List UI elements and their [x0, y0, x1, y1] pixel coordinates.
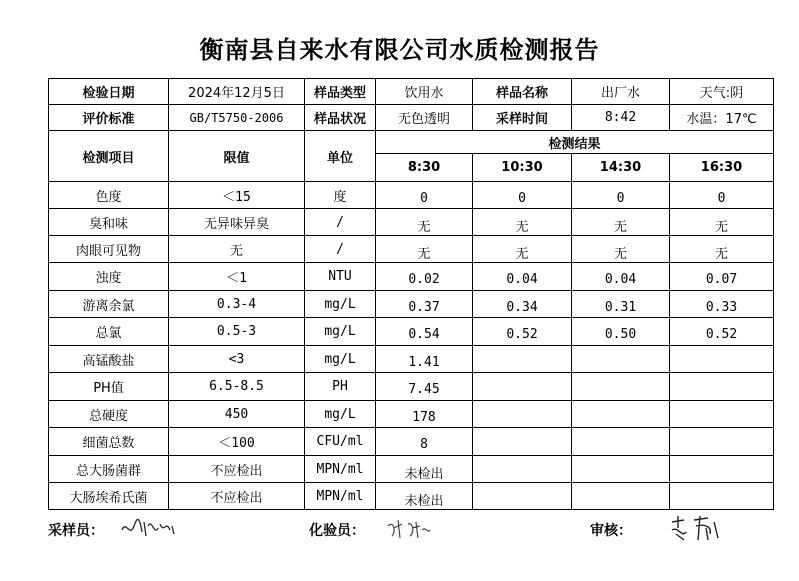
time-header: 8:30: [376, 154, 473, 182]
limit-value: 不应检出: [169, 483, 305, 510]
table-row: [49, 401, 774, 428]
result-cell: [670, 346, 774, 373]
unit-value: CFU/ml: [305, 428, 376, 456]
result-cell: 1.41: [376, 346, 473, 373]
water-temp: 水温：17℃: [670, 105, 774, 131]
result-cell: 0.50: [572, 318, 670, 346]
sampler-signature: [118, 512, 178, 544]
item-name: 高锰酸盐: [49, 346, 169, 373]
result-cell: [473, 428, 572, 456]
sample-type-value: 饮用水: [376, 79, 473, 105]
table-row: [49, 236, 774, 263]
table-row: [49, 318, 774, 346]
limit-value: 不应检出: [169, 456, 305, 483]
report-table: [48, 78, 774, 510]
result-cell: [473, 456, 572, 483]
weather: 天气:阴: [670, 79, 774, 105]
result-cell: [572, 456, 670, 483]
result-cell: 0.54: [376, 318, 473, 346]
limit-value: 无: [169, 236, 305, 263]
result-cell: 无: [670, 209, 774, 236]
result-cell: 无: [376, 209, 473, 236]
info-row-2: [49, 105, 774, 131]
result-cell: 未检出: [376, 483, 473, 510]
sample-state-value: 无色透明: [376, 105, 473, 131]
result-cell: [473, 346, 572, 373]
result-cell: [572, 483, 670, 510]
table-row: [49, 428, 774, 456]
header-limit: 限值: [169, 131, 305, 182]
date-value: 2024年12月5日: [169, 79, 305, 105]
header-row-1: [49, 131, 774, 154]
report-title: 衡南县自来水有限公司水质检测报告: [199, 35, 600, 64]
header-unit: 单位: [305, 131, 376, 182]
item-name: 细菌总数: [49, 428, 169, 456]
time-header: 10:30: [473, 154, 572, 182]
result-cell: 无: [670, 236, 774, 263]
item-name: 总大肠菌群: [49, 456, 169, 483]
info-row-1: [49, 79, 774, 105]
limit-value: 450: [169, 401, 305, 428]
result-cell: 无: [473, 209, 572, 236]
item-name: PH值: [49, 373, 169, 401]
result-cell: 0: [473, 182, 572, 209]
sample-state-label: 样品状况: [305, 105, 376, 131]
standard-label: 评价标准: [49, 105, 169, 131]
inspector-label: 化验员：: [309, 523, 365, 539]
limit-value: ＜100: [169, 428, 305, 456]
result-cell: [473, 483, 572, 510]
item-name: 臭和味: [49, 209, 169, 236]
table-row: [49, 346, 774, 373]
unit-value: mg/L: [305, 401, 376, 428]
result-cell: [572, 373, 670, 401]
result-cell: 0.52: [670, 318, 774, 346]
result-cell: 无: [376, 236, 473, 263]
unit-value: MPN/ml: [305, 456, 376, 483]
item-name: 大肠埃希氏菌: [49, 483, 169, 510]
header-item: 检测项目: [49, 131, 169, 182]
unit-value: mg/L: [305, 318, 376, 346]
result-cell: [670, 373, 774, 401]
result-cell: 0.37: [376, 291, 473, 318]
result-cell: [670, 401, 774, 428]
result-cell: 0.34: [473, 291, 572, 318]
result-cell: 0.04: [473, 263, 572, 291]
result-cell: [670, 483, 774, 510]
result-cell: 0.04: [572, 263, 670, 291]
result-cell: [572, 401, 670, 428]
item-name: 总氯: [49, 318, 169, 346]
limit-value: ＜15: [169, 182, 305, 209]
limit-value: <3: [169, 346, 305, 373]
table-row: [49, 182, 774, 209]
item-name: 游离余氯: [49, 291, 169, 318]
result-cell: 0.52: [473, 318, 572, 346]
table-row: [49, 291, 774, 318]
result-cell: [572, 428, 670, 456]
result-cell: 无: [572, 236, 670, 263]
unit-value: NTU: [305, 263, 376, 291]
unit-value: /: [305, 236, 376, 263]
sampling-time-label: 采样时间: [473, 105, 572, 131]
sample-name-label: 样品名称: [473, 79, 572, 105]
result-cell: 0: [572, 182, 670, 209]
result-cell: 0: [376, 182, 473, 209]
time-header: 16:30: [670, 154, 774, 182]
sampling-time-value: 8:42: [572, 105, 670, 131]
inspector-signature: [384, 514, 434, 544]
limit-value: 6.5-8.5: [169, 373, 305, 401]
date-label: 检验日期: [49, 79, 169, 105]
table-row: [49, 373, 774, 401]
table-row: [49, 483, 774, 510]
result-cell: [670, 456, 774, 483]
result-cell: 0.07: [670, 263, 774, 291]
result-cell: [473, 373, 572, 401]
result-cell: [572, 346, 670, 373]
unit-value: mg/L: [305, 291, 376, 318]
unit-value: PH: [305, 373, 376, 401]
unit-value: mg/L: [305, 346, 376, 373]
item-name: 总硬度: [49, 401, 169, 428]
limit-value: 无异味异臭: [169, 209, 305, 236]
reviewer-label: 审核：: [590, 523, 632, 539]
result-cell: 未检出: [376, 456, 473, 483]
result-cell: 0.33: [670, 291, 774, 318]
unit-value: MPN/ml: [305, 483, 376, 510]
standard-value: GB/T5750-2006: [169, 105, 305, 131]
result-cell: 0: [670, 182, 774, 209]
result-cell: 8: [376, 428, 473, 456]
table-row: [49, 263, 774, 291]
limit-value: 0.5-3: [169, 318, 305, 346]
result-cell: [473, 401, 572, 428]
result-cell: 7.45: [376, 373, 473, 401]
sample-type-label: 样品类型: [305, 79, 376, 105]
limit-value: ＜1: [169, 263, 305, 291]
sample-name-value: 出厂水: [572, 79, 670, 105]
limit-value: 0.3-4: [169, 291, 305, 318]
sampler-label: 采样员：: [48, 523, 104, 539]
table-row: [49, 209, 774, 236]
table-row: [49, 456, 774, 483]
result-cell: 0.02: [376, 263, 473, 291]
item-name: 肉眼可见物: [49, 236, 169, 263]
unit-value: /: [305, 209, 376, 236]
item-name: 色度: [49, 182, 169, 209]
time-header: 14:30: [572, 154, 670, 182]
result-cell: 无: [572, 209, 670, 236]
unit-value: 度: [305, 182, 376, 209]
header-results: 检测结果: [376, 131, 774, 154]
result-cell: 178: [376, 401, 473, 428]
item-name: 浊度: [49, 263, 169, 291]
result-cell: [670, 428, 774, 456]
result-rows: [49, 182, 774, 510]
reviewer-signature: [668, 512, 724, 546]
result-cell: 无: [473, 236, 572, 263]
result-cell: 0.31: [572, 291, 670, 318]
